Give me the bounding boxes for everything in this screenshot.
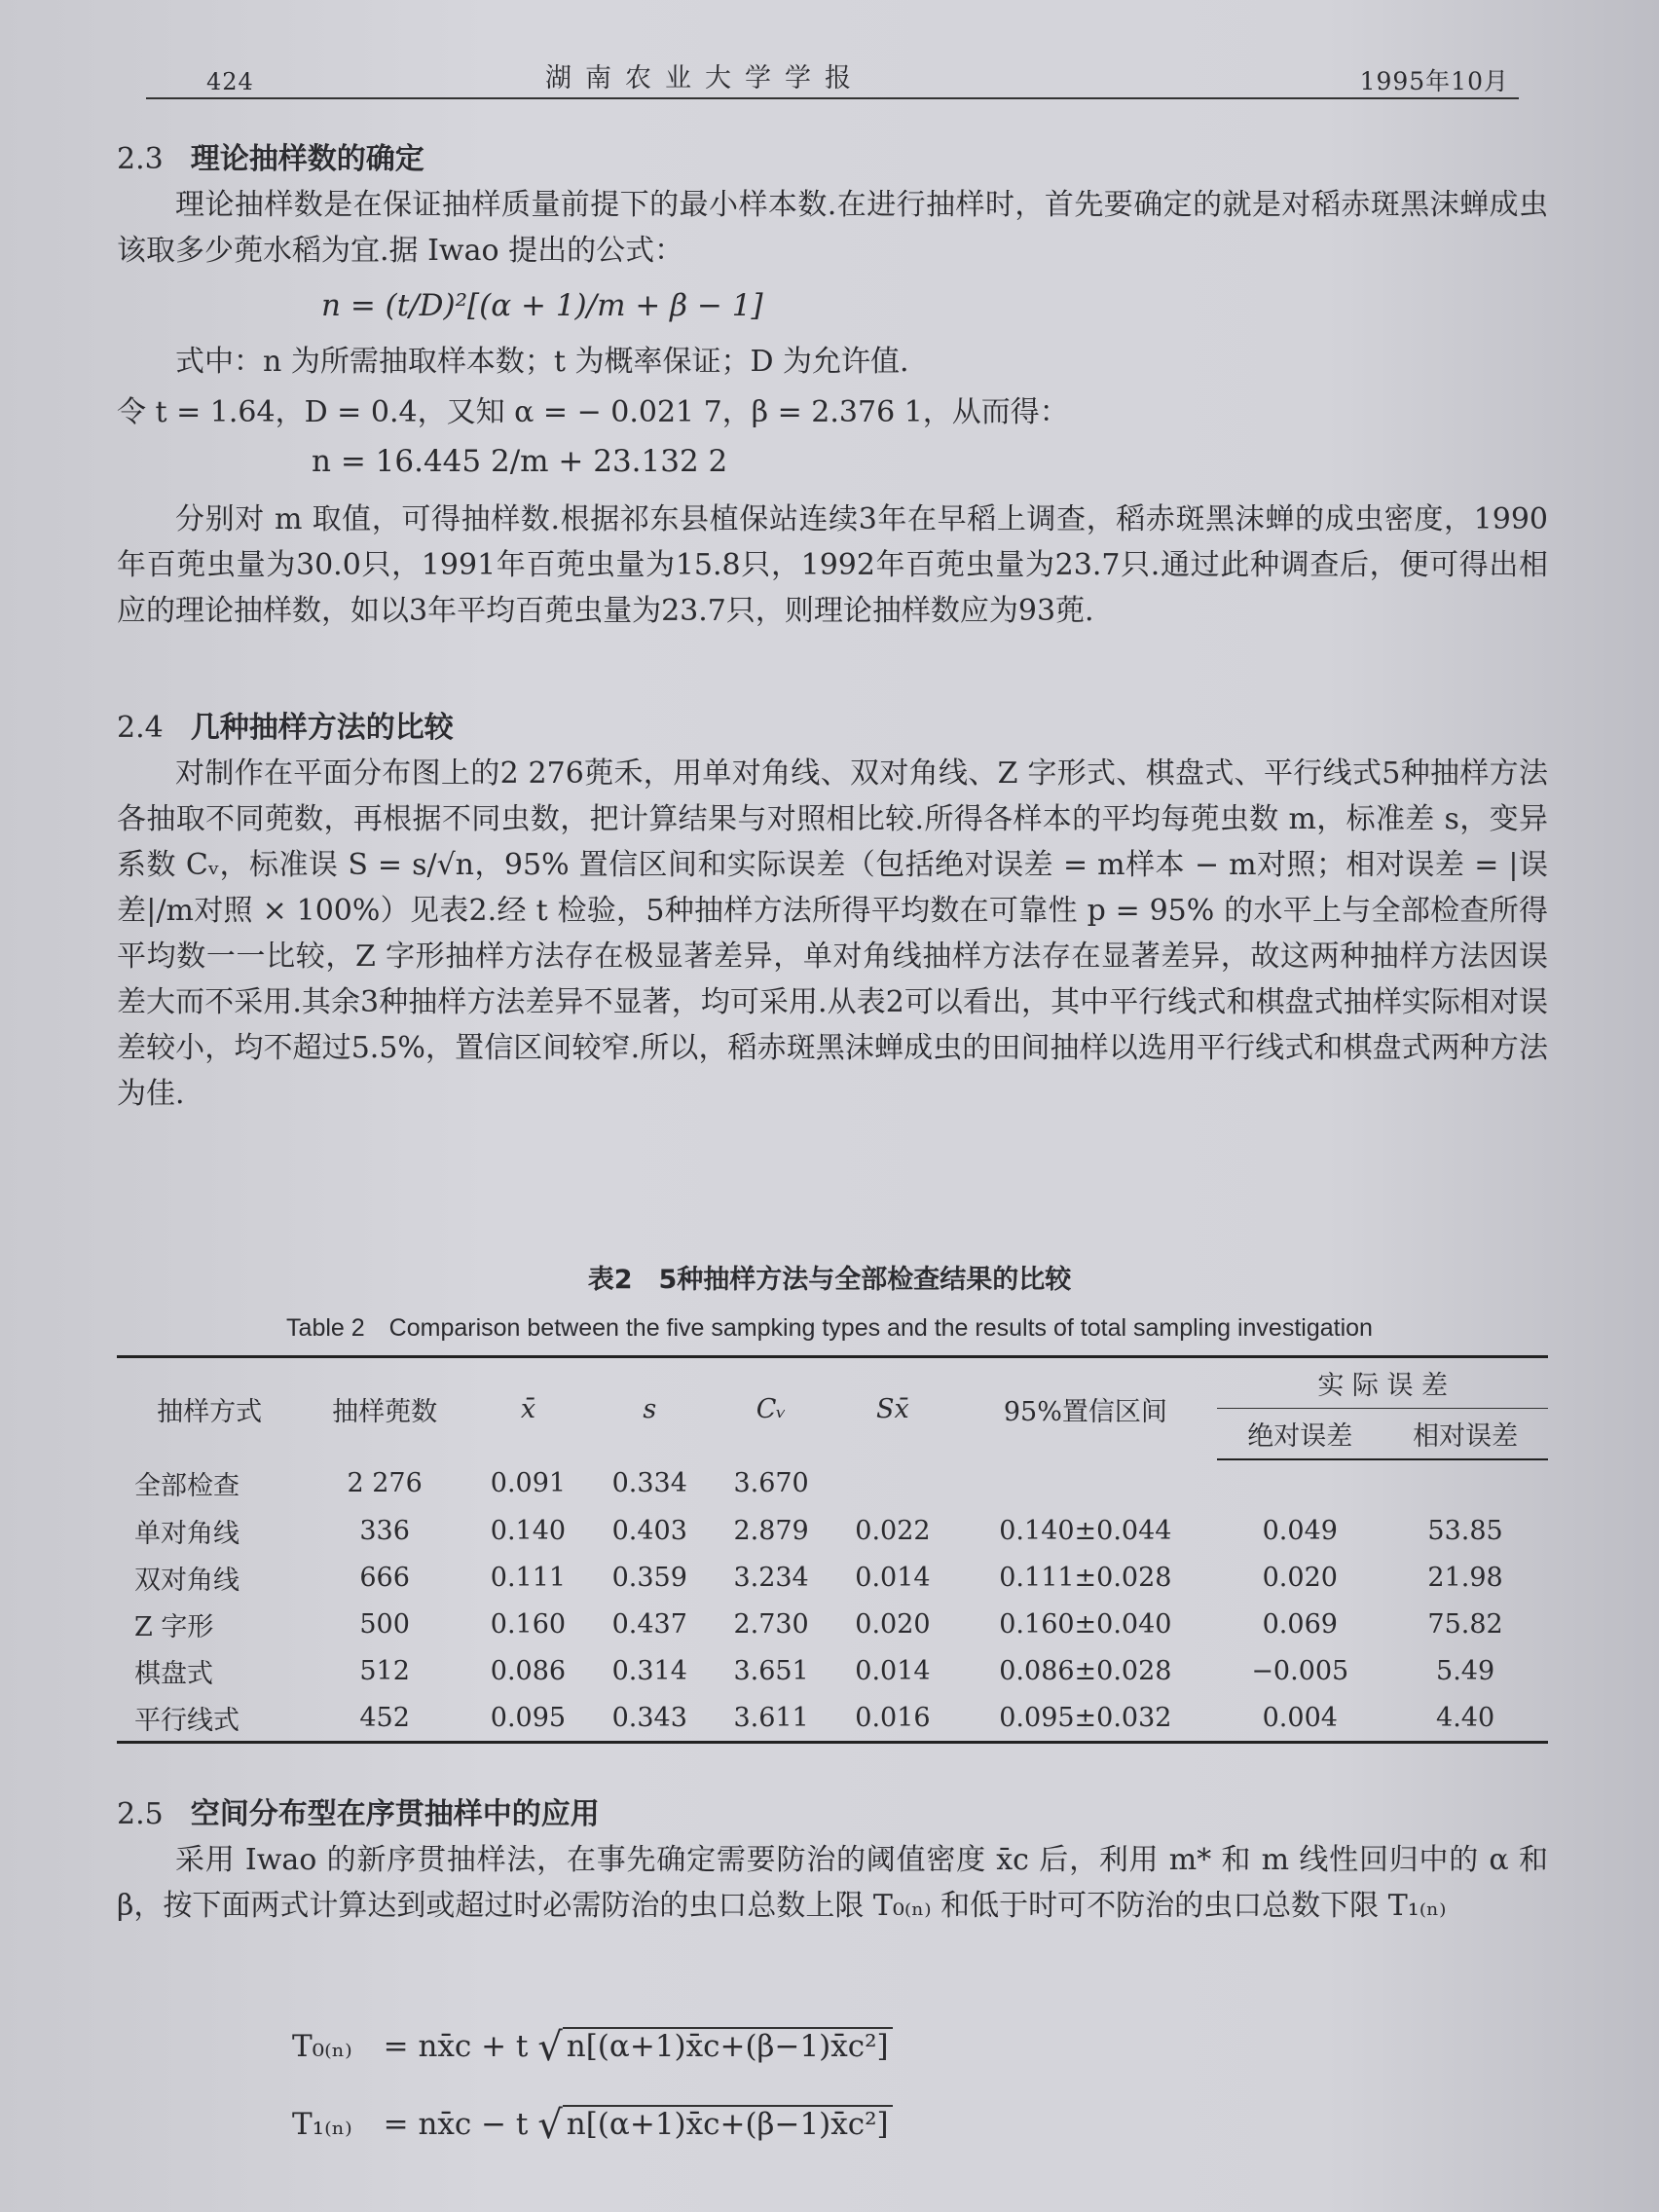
- header-rule: [146, 97, 1519, 99]
- cell-rel: 53.85: [1427, 1515, 1503, 1546]
- cell-ci: 0.095±0.032: [953, 1694, 1217, 1743]
- cell-method: 双对角线: [134, 1565, 240, 1596]
- col-ci: 95%置信区间: [953, 1357, 1217, 1460]
- formula-lhs: T₀₍ₙ₎: [292, 2029, 352, 2064]
- section-number: 2.3: [117, 142, 164, 176]
- table-row: [117, 1459, 1548, 1507]
- paragraph: 令 t = 1.64，D = 0.4，又知 α = − 0.021 7，β = 2.376 1，从而得：: [117, 395, 1069, 429]
- section-heading: [117, 1791, 1548, 1837]
- cell-cv: 3.670: [733, 1468, 809, 1498]
- cell-rel: 4.40: [1382, 1694, 1548, 1743]
- formula-upper-limit: [292, 2025, 893, 2070]
- cell-ci: 0.086±0.028: [999, 1655, 1172, 1686]
- table-row: [117, 1694, 1548, 1743]
- cell-method: 单对角线: [134, 1518, 240, 1549]
- table-caption-cn: 表2 5种抽样方法与全部检查结果的比较: [587, 1265, 1072, 1295]
- section-number: 2.5: [117, 1797, 164, 1831]
- cell-count: 336: [359, 1515, 410, 1546]
- cell-mean: 0.160: [490, 1608, 567, 1640]
- section-heading: [117, 705, 1548, 751]
- section-title: 空间分布型在序贯抽样中的应用: [190, 1797, 600, 1831]
- table-2: [117, 1355, 1548, 1744]
- cell-sd: 0.314: [611, 1655, 687, 1686]
- section-2-4: [117, 705, 1548, 1117]
- cell-count: 666: [359, 1562, 410, 1593]
- cell-se: [832, 1459, 954, 1507]
- cell-abs: −0.005: [1251, 1655, 1349, 1686]
- cell-count: 452: [302, 1694, 467, 1743]
- cell-cv: 3.234: [733, 1562, 809, 1593]
- cell-cv: 2.879: [733, 1515, 809, 1546]
- formula-lhs: T₁₍ₙ₎: [292, 2107, 352, 2142]
- formula-rhs: = nx̄c − t: [383, 2107, 529, 2142]
- cell-rel: 5.49: [1436, 1655, 1495, 1686]
- table-row: [117, 1507, 1548, 1554]
- paragraph: 分别对 m 取值，可得抽样数.根据祁东县植保站连续3年在早稻上调查，稻赤斑黑沫蝉的成虫密度，1990年百蔸虫量为30.0只，1991年百蔸虫量为15.8只，1992年百蔸虫量为23.7只.通过此种调查后，便可得出相应的理论抽样数，如以3年平均百蔸虫量为23.7只，则理论抽样数应为93蔸.: [117, 502, 1548, 628]
- table-row: [117, 1554, 1548, 1601]
- section-number: 2.4: [117, 711, 164, 745]
- col-mean: x̄: [467, 1357, 589, 1460]
- cell-sd: 0.343: [589, 1694, 711, 1743]
- col-abs-error: 绝对误差: [1217, 1409, 1382, 1460]
- section-title: 几种抽样方法的比较: [190, 711, 454, 745]
- col-actual-error: 实 际 误 差: [1217, 1357, 1548, 1409]
- formula-lower-limit: [292, 2103, 893, 2148]
- formula-derived: n = 16.445 2/m + 23.132 2: [312, 444, 728, 479]
- table-row: [117, 1647, 1548, 1694]
- paragraph: 理论抽样数是在保证抽样质量前提下的最小样本数.在进行抽样时，首先要确定的就是对稻赤斑黑沫蝉成虫该取多少蔸水稻为宜.据 Iwao 提出的公式：: [117, 188, 1548, 268]
- section-2-3: [117, 136, 1548, 274]
- cell-count: 512: [359, 1655, 410, 1686]
- cell-se: 0.014: [855, 1655, 931, 1686]
- cell-method: 全部检查: [134, 1471, 240, 1501]
- cell-mean: 0.086: [490, 1655, 567, 1686]
- cell-count: 2 276: [347, 1468, 423, 1498]
- col-cv: Cᵥ: [711, 1357, 832, 1460]
- section-2-5: [117, 1791, 1548, 1929]
- cell-sd: 0.334: [611, 1468, 687, 1498]
- cell-abs: 0.049: [1262, 1515, 1338, 1546]
- journal-title: 湖南农业大学学报: [545, 63, 865, 93]
- cell-method: 棋盘式: [134, 1658, 213, 1689]
- sqrt-expression: √ n[(α+1)x̄c+(β−1)x̄c²]: [537, 2103, 892, 2148]
- table-row: [117, 1601, 1548, 1647]
- cell-mean: 0.095: [467, 1694, 589, 1743]
- col-count: 抽样蔸数: [302, 1357, 467, 1460]
- formula-sample-size: n = (t/D)²[(α + 1)/m + β − 1]: [321, 288, 763, 323]
- cell-se: 0.016: [832, 1694, 954, 1743]
- paragraph: 对制作在平面分布图上的2 276蔸禾，用单对角线、双对角线、Z 字形式、棋盘式、平行线式5种抽样方法各抽取不同蔸数，再根据不同虫数，把计算结果与对照相比较.所得各样本的平均每蔸虫数 m，标准差 s，变异系数 Cᵥ，标准误 S = s/√n，95% 置信区间和实际误差（包括绝对误差 = m样本 − m对照；相对误差 = |误差|/m对照 × 100%）见表2.经 t 检验，5种抽样方法所得平均数在可靠性 p = 95% 的水平上与全部检查所得平均数一一比较，Z 字形抽样方法存在极显著差异，单对角线抽样方法存在显著差异，故这两种抽样方法因误差大而不采用.其余3种抽样方法差异不显著，均可采用.从表2可以看出，其中平行线式和棋盘式抽样实际相对误差较小，均不超过5.5%，置信区间较窄.所以，稻赤斑黑沫蝉成虫的田间抽样以选用平行线式和棋盘式两种方法为佳.: [117, 756, 1548, 1111]
- col-se: Sx̄: [832, 1357, 954, 1460]
- cell-cv: 3.611: [711, 1694, 832, 1743]
- col-rel-error: 相对误差: [1382, 1409, 1548, 1460]
- cell-cv: 2.730: [733, 1608, 809, 1640]
- col-sd: s: [589, 1357, 711, 1460]
- cell-cv: 3.651: [733, 1655, 809, 1686]
- cell-abs: 0.004: [1217, 1694, 1382, 1743]
- cell-rel: 75.82: [1427, 1608, 1503, 1640]
- cell-se: 0.014: [855, 1562, 931, 1593]
- cell-mean: 0.091: [490, 1468, 567, 1498]
- sqrt-radicand: n[(α+1)x̄c+(β−1)x̄c²]: [563, 2027, 893, 2064]
- cell-se: 0.020: [855, 1608, 931, 1640]
- table-caption-en: Table 2 Comparison between the five sampking types and the results of total sampling investigation: [286, 1314, 1373, 1342]
- sqrt-expression: √ n[(α+1)x̄c+(β−1)x̄c²]: [537, 2025, 892, 2070]
- paragraph: 式中：n 为所需抽取样本数；t 为概率保证；D 为允许值.: [175, 345, 909, 379]
- issue-date: 1995年10月: [1359, 67, 1509, 95]
- col-method: 抽样方式: [117, 1357, 302, 1460]
- cell-abs: 0.020: [1262, 1562, 1338, 1593]
- cell-abs: 0.069: [1262, 1608, 1338, 1640]
- cell-rel: 21.98: [1427, 1562, 1503, 1593]
- page-number: 424: [206, 68, 254, 95]
- cell-method: 平行线式: [117, 1694, 302, 1743]
- section-heading: [117, 136, 1548, 182]
- cell-ci: 0.111±0.028: [999, 1562, 1172, 1593]
- cell-sd: 0.403: [611, 1515, 687, 1546]
- cell-mean: 0.140: [490, 1515, 567, 1546]
- cell-se: 0.022: [855, 1515, 931, 1546]
- cell-sd: 0.359: [611, 1562, 687, 1593]
- cell-mean: 0.111: [490, 1562, 567, 1593]
- cell-ci: 0.140±0.044: [999, 1515, 1172, 1546]
- cell-ci: [953, 1459, 1217, 1507]
- cell-method: Z 字形: [134, 1611, 214, 1642]
- cell-rel: [1382, 1459, 1548, 1507]
- formula-rhs: = nx̄c + t: [383, 2029, 529, 2064]
- section-title: 理论抽样数的确定: [190, 142, 424, 176]
- cell-ci: 0.160±0.040: [999, 1608, 1172, 1640]
- cell-count: 500: [359, 1608, 410, 1640]
- sqrt-radicand: n[(α+1)x̄c+(β−1)x̄c²]: [563, 2105, 893, 2142]
- cell-abs: [1217, 1459, 1382, 1507]
- cell-sd: 0.437: [611, 1608, 687, 1640]
- paragraph: 采用 Iwao 的新序贯抽样法，在事先确定需要防治的阈值密度 x̄c 后，利用 m* 和 m 线性回归中的 α 和 β，按下面两式计算达到或超过时必需防治的虫口总数上限 T₀₍ₙ₎ 和低于时可不防治的虫口总数下限 T₁₍ₙ₎: [117, 1843, 1548, 1923]
